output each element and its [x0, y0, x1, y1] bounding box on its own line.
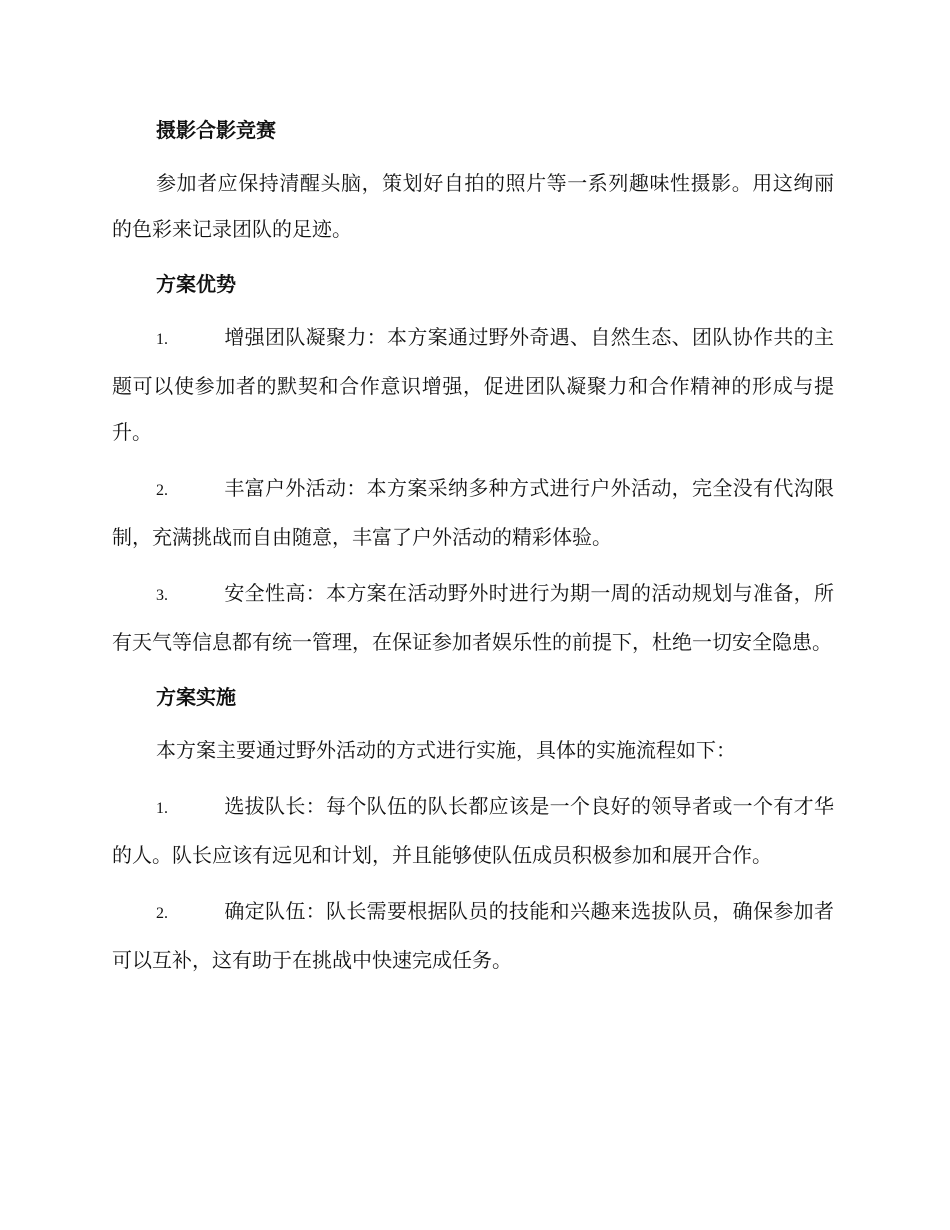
list-item-number: 3. — [156, 587, 168, 604]
document-body — [112, 110, 834, 983]
section-heading-photo-contest: 摄影合影竞赛 — [156, 118, 276, 142]
list-item — [112, 888, 834, 983]
list-item-text: 安全性高：本方案在活动野外时进行为期一周的活动规划与准备，所有天气等信息都有统一管理，在保证参加者娱乐性的前提下，杜绝一切安全隐患。 — [112, 581, 834, 654]
list-item-text: 丰富户外活动：本方案采纳多种方式进行户外活动，完全没有代沟限制，充满挑战而自由随意，丰富了户外活动的精彩体验。 — [112, 476, 834, 549]
section-paragraph-photo-contest: 参加者应保持清醒头脑，策划好自拍的照片等一系列趣味性摄影。用这绚丽的色彩来记录团队的足迹。 — [112, 171, 834, 241]
section-heading-implementation: 方案实施 — [156, 685, 236, 709]
list-item — [112, 314, 834, 455]
list-item — [112, 465, 834, 560]
section-paragraph-implementation: 本方案主要通过野外活动的方式进行实施，具体的实施流程如下： — [156, 738, 736, 762]
section-heading-advantages: 方案优势 — [156, 272, 236, 296]
list-item-text: 选拔队长：每个队伍的队长都应该是一个良好的领导者或一个有才华的人。队长应该有远见和计划，并且能够使队伍成员积极参加和展开合作。 — [112, 794, 834, 867]
list-item-number: 2. — [156, 905, 168, 922]
list-item-text: 增强团队凝聚力：本方案通过野外奇遇、自然生态、团队协作共的主题可以使参加者的默契和合作意识增强，促进团队凝聚力和合作精神的形成与提升。 — [112, 325, 834, 444]
list-item-number: 1. — [156, 800, 168, 817]
list-item — [112, 783, 834, 878]
list-item-number: 2. — [156, 482, 168, 499]
list-item-number: 1. — [156, 331, 168, 348]
list-item-text: 确定队伍：队长需要根据队员的技能和兴趣来选拔队员，确保参加者可以互补，这有助于在挑战中快速完成任务。 — [112, 899, 834, 972]
list-item — [112, 570, 834, 665]
